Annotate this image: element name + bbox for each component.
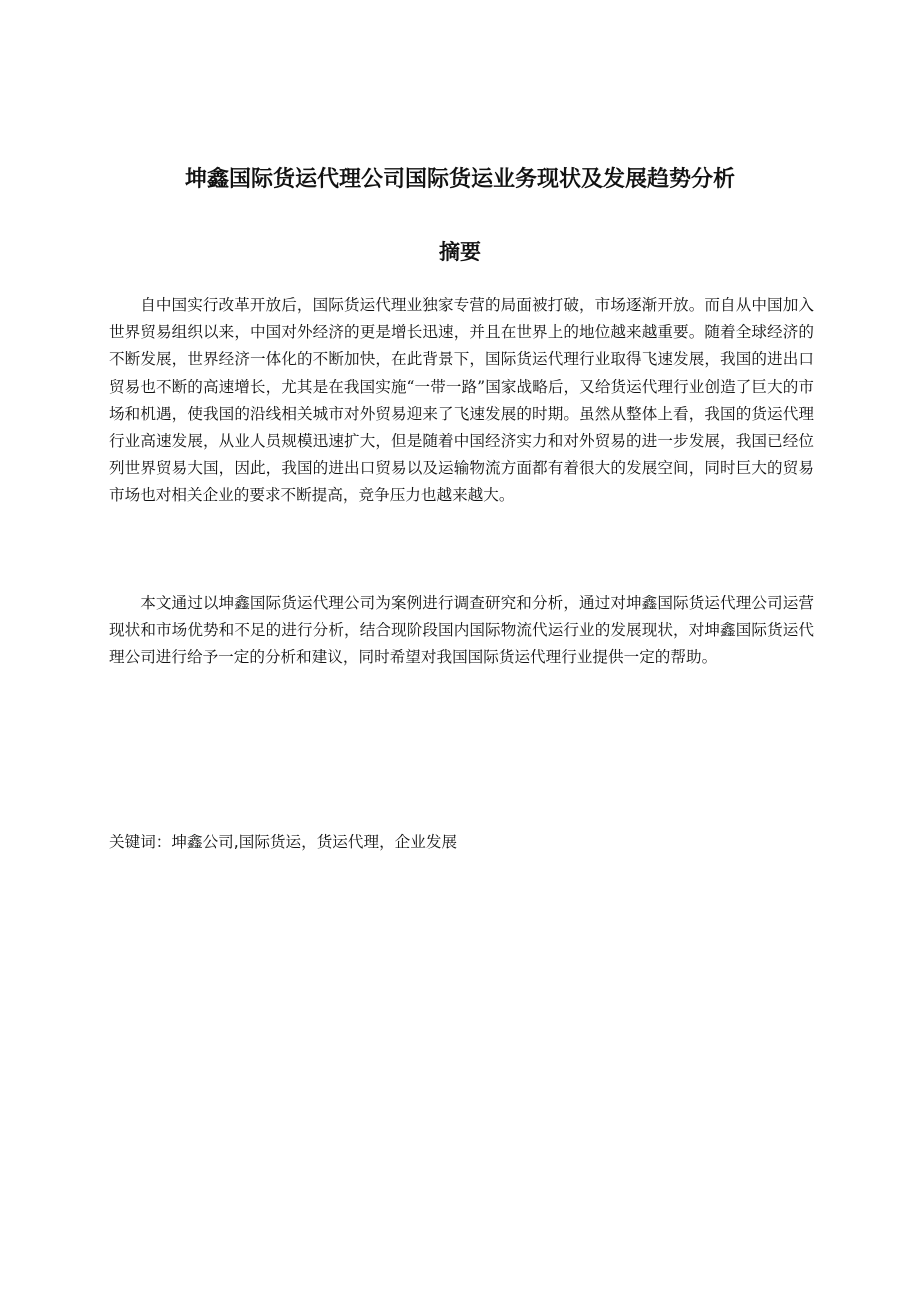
- abstract-paragraph-2: 本文通过以坤鑫国际货运代理公司为案例进行调查研究和分析，通过对坤鑫国际货运代理公司运营现状和市场优势和不足的进行分析，结合现阶段国内国际物流代运行业的发展现状，对坤鑫国际货运代理公司进行给予一定的分析和建议，同时希望对我国国际货运代理行业提供一定的帮助。: [109, 594, 814, 667]
- document-title: 坤鑫国际货运代理公司国际货运业务现状及发展趋势分析: [184, 167, 735, 192]
- keywords-line: [109, 829, 814, 856]
- abstract-paragraph-1: 自中国实行改革开放后，国际货运代理业独家专营的局面被打破，市场逐渐开放。而自从中国加入世界贸易组织以来，中国对外经济的更是增长迅速，并且在世界上的地位越来越重要。随着全球经济的不断发展，世界经济一体化的不断加快，在此背景下，国际货运代理行业取得飞速发展，我国的进出口贸易也不断的高速增长，尤其是在我国实施“一带一路”国家战略后，又给货运代理行业创造了巨大的市场和机遇，使我国的沿线相关城市对外贸易迎来了飞速发展的时期。虽然从整体上看，我国的货运代理行业高速发展，从业人员规模迅速扩大，但是随着中国经济实力和对外贸易的进一步发展，我国已经位列世界贸易大国，因此，我国的进出口贸易以及运输物流方面都有着很大的发展空间，同时巨大的贸易市场也对相关企业的要求不断提高，竞争压力也越来越大。: [109, 296, 814, 505]
- abstract-heading: 摘要: [439, 240, 481, 264]
- keywords-label: 关键词：: [109, 833, 172, 851]
- keywords-text: 坤鑫公司,国际货运，货运代理，企业发展: [171, 833, 458, 851]
